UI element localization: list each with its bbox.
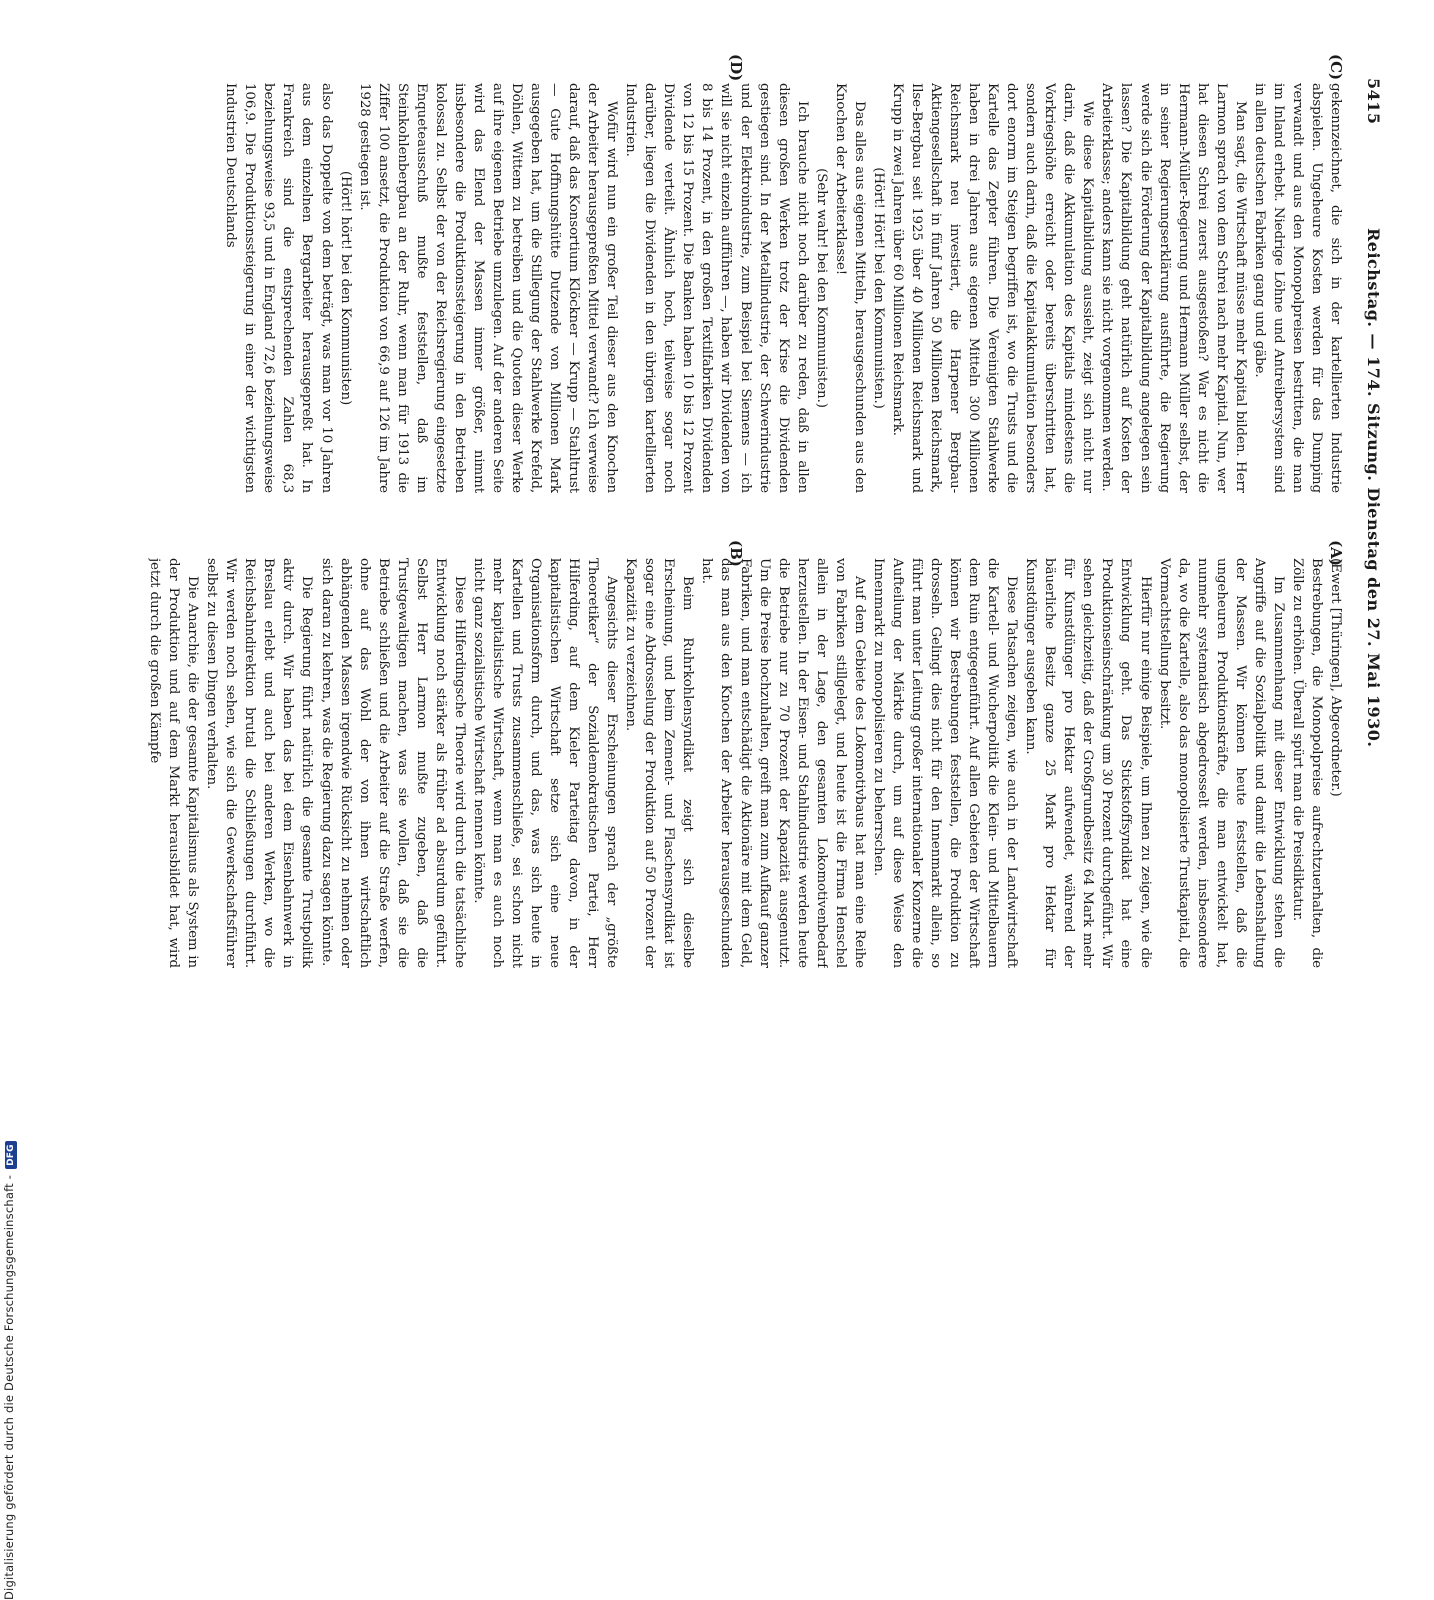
paragraph: Diese Hilferdingsche Theorie wird durch die tatsächliche Entwicklung noch stärker als früher ad absurdum geführt. Selbst Herr Larmon mußte zugeben, daß die Trustgewaltigen machen, was sie wollen, daß sie die Betriebe schließen und die Arbeiter auf die Straße werfen, ohne auf das Wohl der von ihnen wirtschaftlich abhängenden Massen irgendwie Rücksicht zu nehmen oder sich daran zu kehren, was die Regierung dazu sagen könnte.: [318, 558, 467, 968]
paragraph: Angesichts dieser Erscheinungen sprach der „größte Theoretiker“ der Sozialdemokratischen Partei, Herr Hilferding, auf dem Kieler Parteitag davon, in der kapitalistischen Wirtschaft setze sich eine neue Organisationsform durch, und das, was sich heute in Kartellen und Trusts zusammenschließe, sei schon nicht mehr kapitalistische Wirtschaft, wenn man es auch noch nicht ganz sozialistische Wirtschaft nennen könnte.: [470, 558, 620, 968]
interjection: (Hört! Hört! bei den Kommunisten.): [870, 167, 886, 409]
margin-marker-d: (D): [727, 54, 745, 82]
paragraph: Auf dem Gebiete des Lokomotivbaus hat man eine Reihe von Fabriken stillgelegt, und heute ist die Firma Henschel allein in der Lage, den gesamten Lokomotivenbedarf herzustellen. In der Eisen- und Stahlindustrie werden heute die Betriebe nur zu 70 Prozent der Kapazität ausgenutzt. Um die Preise hochzuhalten, greift man zum Aufkauf ganzer Fabriken, und man entschädigt die Aktionäre mit dem Geld, das man aus den Knochen der Arbeiter herausgeschunden hat.: [699, 558, 867, 968]
paragraph: Im Zusammenhang mit dieser Entwicklung stehen die Angriffe auf die Sozialpolitik und damit die Lebenshaltung der Massen. Wir können heute feststellen, daß die ungeheuren Produktionskräfte, die man entwickelt hat, nunmehr systematisch abgedrosselt werden, insbesondere da, wo die Kartelle, also das monopolisierte Trustkapital, die Vormachtstellung besitzt.: [1156, 558, 1286, 968]
column-left-page: [120, 558, 1345, 968]
dfg-logo: DFG: [5, 1141, 17, 1169]
margin-marker-c: (C): [1327, 54, 1345, 81]
paragraph: Ich brauche nicht noch darüber zu reden, daß in allen diesen großen Werken trotz der Krise die Dividenden gestiegen sind. In der Metallindustrie, der Schwerindustrie und der Elektroindustrie, zum Beispiel bei Siemens — ich will sie nicht einzeln aufführen —, haben wir Dividenden von 8 bis 14 Prozent, in den großen Textilfabriken Dividenden von 12 bis 15 Prozent. Die Banken haben 10 bis 12 Prozent Dividende verteilt. Ähnlich hoch, teilweise sogar noch darüber, liegen die Dividenden in den übrigen kartellierten Industrien.: [623, 83, 810, 493]
paragraph: Diese Tatsachen zeigen, wie auch in der Landwirtschaft die Kartell- und Wucherpolitik die Klein- und Mittelbauern dem Ruin entgegenführt. Auf allen Gebieten der Wirtschaft können wir Bestrebungen feststellen, die Produktion zu drosseln. Gelingt dies nicht für den Innenmarkt allein, so führt man unter Leitung großer internationaler Konzerne die Aufteilung der Märkte durch, um auf diese Weise den Innenmarkt zu monopolisieren zu beherrschen.: [870, 558, 1020, 968]
paragraph: Man sagt, die Wirtschaft müsse mehr Kapital bilden. Herr Larmon sprach von dem Schrei nach mehr Kapital. Nun, wer hat diesen Schrei zuerst ausgestoßen? War es nicht die Hermann-Müller-Regierung und Hermann Müller selbst, der in seiner Regierungserklärung ausführte, die Regierung werde sich die Förderung der Kapitalbildung angelegen sein lassen? Die Kapitalbildung geht natürlich auf Kosten der Arbeiterklasse; anders kann sie nicht vorgenommen werden.: [1099, 83, 1248, 493]
speaker-line: (Ewert [Thüringen], Abgeordneter.): [1328, 558, 1343, 797]
digitization-credit: [2, 606, 24, 1600]
paragraph: gekennzeichnet, die sich in der kartellierten Industrie abspielen. Ungeheure Kosten werden für das Dumping verwandt und aus den Monopolpreisen bestritten, die man im Inland erhebt. Niedrige Löhne und Antreibersystem sind in allen deutschen Fabriken gang und gäbe.: [1251, 83, 1343, 493]
interjection: (Hört! hört! bei den Kommunisten): [337, 170, 353, 406]
paragraph: Die Regierung führt natürlich die gesamte Trustpolitik aktiv durch. Wir haben das bei dem Eisenbahnwerk in Breslau erlebt und auch bei anderen Werken, wo die Reichsbahndirektion brutal die Schließungen durchführt. Wir werden noch sehen, wie sich die Gewerkschaftsführer selbst zu diesen Dingen verhalten.: [204, 558, 315, 968]
paragraph: Wofür wird nun ein großer Teil dieser aus den Knochen der Arbeiter herausgepreßten Mittel verwandt? Ich verweise darauf, daß das Konsortium Klöckner — Krupp — Stahltrust — Gute Hoffnungshütte Dutzende von Millionen Mark ausgegeben hat, um die Stillegung der Stahlwerke Krefeld, Döhlen, Wittem zu betreiben und die Quoten dieser Werke auf ihre eigenen Betriebe umzulegen. Auf der anderen Seite wird das Elend der Massen immer größer, nimmt insbesondere die Produktionssteigerung in den Betrieben kolossal zu. Selbst der von der Reichsregierung eingesetzte Enqueteausschuß mußte feststellen, daß im Steinkohlenbergbau an der Ruhr, wenn man für 1913 die Ziffer 100 ansetzt, die Produktion von 66,9 auf 126 im Jahre 1928 gestiegen ist.: [356, 83, 620, 493]
paragraph: Die Anarchie, die der gesamte Kapitalismus als System in der Produktion und auf dem Markt herausbildet hat, wird jetzt durch die großen Kämpfe: [147, 558, 201, 968]
interjection: (Sehr wahr! bei den Kommunisten.): [813, 168, 829, 408]
paragraph: Bestrebungen, die Monopolpreise aufrechtzuerhalten, die Zölle zu erhöhen. Überall spürt man die Preisdiktatur.: [1289, 558, 1324, 968]
column-right-page: [120, 83, 1345, 493]
paragraph: Das alles aus eigenen Mitteln, herausgeschunden aus den Knochen der Arbeiterklasse!: [832, 83, 867, 493]
paragraph: Hierfür nur einige Beispiele, um Ihnen zu zeigen, wie die Entwicklung geht. Das Stickstoffsyndikat hat eine Produktionseinschränkung um 30 Prozent durchgeführt. Wir sehen gleichzeitig, daß der Großgrundbesitz 64 Mark mehr für Kunstdünger pro Hektar aufwendet, während der bäuerliche Besitz ganze 25 Mark pro Hektar für Kunstdünger ausgeben kann.: [1023, 558, 1153, 968]
page-header: [1359, 78, 1385, 983]
paragraph: Beim Ruhrkohlensyndikat zeigt sich dieselbe Erscheinung, und beim Zement- und Flaschensyndikat ist sogar eine Abdrosselung der Produktion auf 50 Prozent der Kapazität zu verzeichnen.: [623, 558, 696, 968]
credit-text: Digitalisierung gefördert durch die Deutsche Forschungsgemeinschaft -: [2, 1174, 16, 1600]
page-number: 5415: [1364, 78, 1383, 125]
margin-marker-b: (B): [727, 540, 745, 567]
paragraph: Wie diese Kapitalbildung aussieht, zeigt sich nicht nur darin, daß die Akkumulation des Kapitals mindestens die Vorkriegshöhe erreicht oder bereits überschritten hat, sondern auch darin, daß die Kapitalakkumulation besonders dort enorm im Steigen begriffen ist, wo die Trusts und die Kartelle das Zepter führen. Die Vereinigten Stahlwerke haben in drei Jahren aus eigenen Mitteln 300 Millionen Reichsmark neu investiert, die Harpener Bergbau-Aktiengesellschaft in fünf Jahren 50 Millionen Reichsmark, Ilse-Bergbau seit 1925 über 40 Millionen Reichsmark und Krupp in zwei Jahren über 60 Millionen Reichsmark.: [889, 83, 1096, 493]
document-page: [115, 54, 1385, 983]
paragraph: also das Doppelte von dem beträgt, was man vor 10 Jahren aus dem einzelnen Bergarbeiter herausgepreßt hat. In Frankreich sind die entsprechenden Zahlen 68,3 beziehungsweise 93,5 und in England 72,6 beziehungsweise 106,9. Die Produktionssteigerung in einer der wichtigsten Industrien Deutschlands: [223, 83, 334, 493]
running-title: Reichstag. — 174. Sitzung. Dienstag den 27. Mai 1930.: [1364, 228, 1383, 748]
margin-marker-a: (A): [1327, 540, 1345, 566]
